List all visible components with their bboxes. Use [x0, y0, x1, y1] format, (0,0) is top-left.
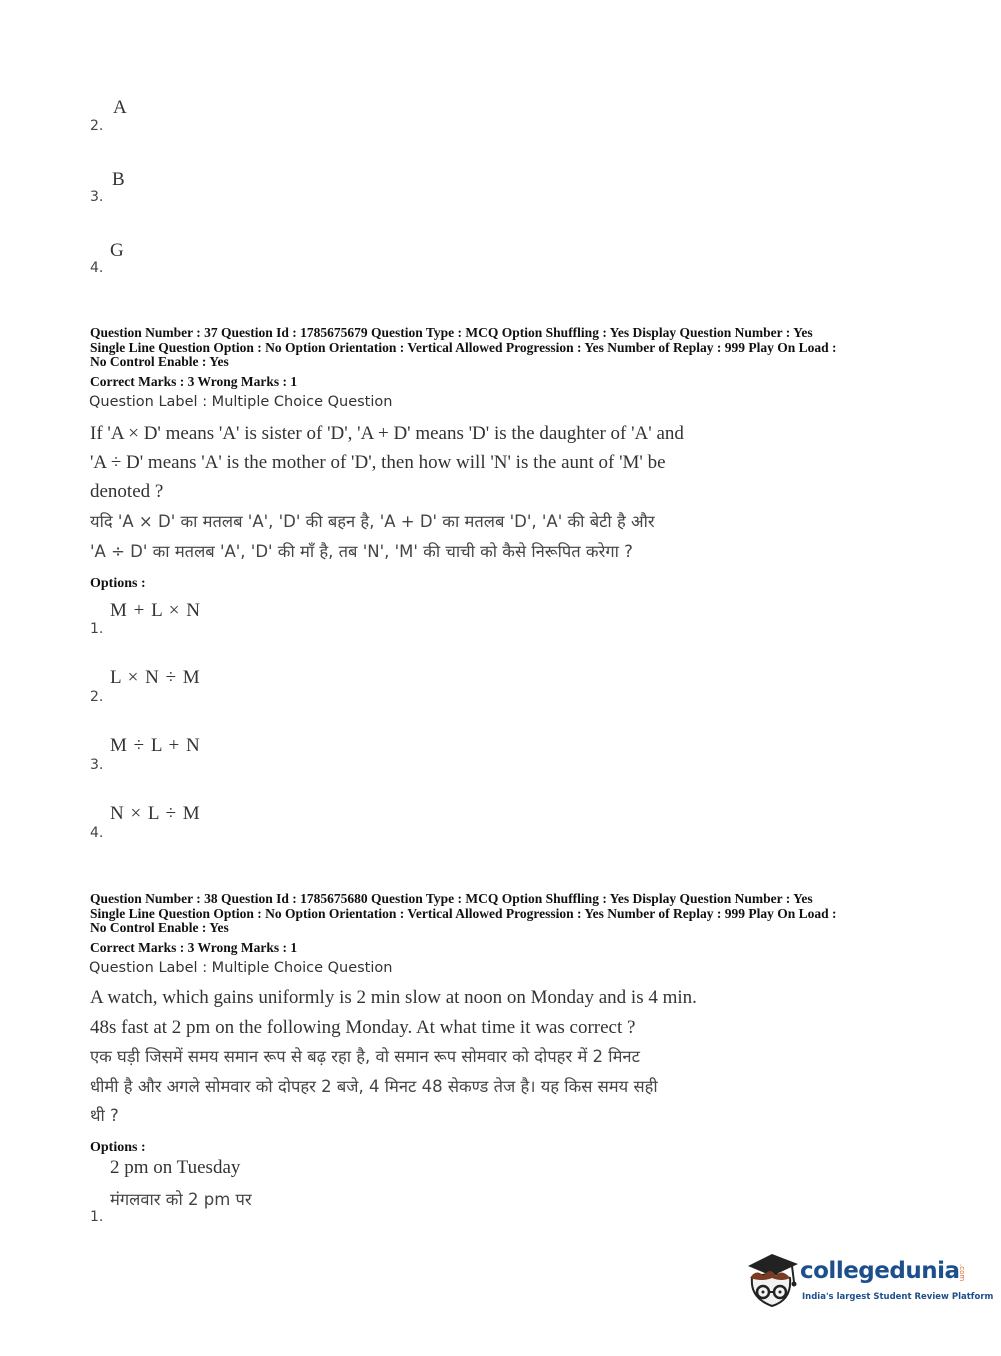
- question-meta-line: Single Line Question Option : No Option Orientation : Vertical Allowed Progression : Yes Number of Replay : 999 Play On Load :: [90, 340, 837, 355]
- question-text-hi: एक घड़ी जिसमें समय समान रूप से बढ़ रहा है, वो समान रूप सोमवार को दोपहर में 2 मिनट: [90, 1047, 640, 1066]
- question-meta-line: No Control Enable : Yes: [90, 920, 229, 935]
- question-text-en: A watch, which gains uniformly is 2 min slow at noon on Monday and is 4 min.: [90, 987, 697, 1008]
- question-text-hi: 'A ÷ D' का मतलब 'A', 'D' की माँ है, तब 'N', 'M' की चाची को कैसे निरूपित करेगा ?: [90, 542, 633, 561]
- logo-wordmark: collegedunia: [800, 1258, 960, 1284]
- option-number: 4.: [90, 825, 104, 841]
- option-number: 2.: [90, 118, 104, 134]
- question-text-en: 48s fast at 2 pm on the following Monday. At what time it was correct ?: [90, 1017, 636, 1038]
- option-number: 3.: [90, 757, 104, 773]
- option-value: G: [110, 240, 125, 261]
- option-value: M ÷ L + N: [110, 735, 201, 756]
- question-meta-line: Question Number : 37 Question Id : 1785675679 Question Type : MCQ Option Shuffling : Yes Display Question Number : Yes: [90, 325, 813, 340]
- options-heading: Options :: [90, 576, 146, 591]
- option-value: M + L × N: [110, 600, 201, 621]
- option-value: N × L ÷ M: [110, 803, 201, 824]
- option-value-hi: मंगलवार को 2 pm पर: [110, 1190, 252, 1209]
- option-number: 1.: [90, 1209, 104, 1225]
- options-heading: Options :: [90, 1140, 146, 1155]
- question-meta-line: Question Number : 38 Question Id : 1785675680 Question Type : MCQ Option Shuffling : Yes Display Question Number : Yes: [90, 891, 813, 906]
- logo-tagline: India's largest Student Review Platform: [802, 1292, 994, 1302]
- question-label: Question Label : Multiple Choice Question: [89, 960, 393, 976]
- question-meta-line: No Control Enable : Yes: [90, 354, 229, 369]
- student-mascot-icon: [742, 1248, 802, 1312]
- option-value: L × N ÷ M: [110, 667, 201, 688]
- question-text-hi: धीमी है और अगले सोमवार को दोपहर 2 बजे, 4 मिनट 48 सेकण्ड तेज है। यह किस समय सही: [90, 1077, 658, 1096]
- option-value-en: 2 pm on Tuesday: [110, 1157, 241, 1178]
- option-value: B: [112, 169, 126, 190]
- logo-suffix: .com: [958, 1264, 966, 1282]
- question-meta-line: Single Line Question Option : No Option Orientation : Vertical Allowed Progression : Yes Number of Replay : 999 Play On Load :: [90, 906, 837, 921]
- question-text-hi: यदि 'A × D' का मतलब 'A', 'D' की बहन है, 'A + D' का मतलब 'D', 'A' की बेटी है और: [90, 512, 655, 531]
- question-text-en: 'A ÷ D' means 'A' is the mother of 'D', then how will 'N' is the aunt of 'M' be: [90, 452, 666, 473]
- option-number: 1.: [90, 621, 104, 637]
- option-number: 4.: [90, 260, 104, 276]
- question-marks: Correct Marks : 3 Wrong Marks : 1: [90, 374, 298, 389]
- question-text-hi: थी ?: [90, 1106, 119, 1125]
- question-text-en: denoted ?: [90, 481, 164, 502]
- question-marks: Correct Marks : 3 Wrong Marks : 1: [90, 940, 298, 955]
- option-value: A: [113, 97, 128, 118]
- option-number: 3.: [90, 189, 104, 205]
- collegedunia-logo: [742, 1248, 994, 1312]
- option-number: 2.: [90, 689, 104, 705]
- question-label: Question Label : Multiple Choice Question: [89, 394, 393, 410]
- question-text-en: If 'A × D' means 'A' is sister of 'D', 'A + D' means 'D' is the daughter of 'A' and: [90, 423, 684, 444]
